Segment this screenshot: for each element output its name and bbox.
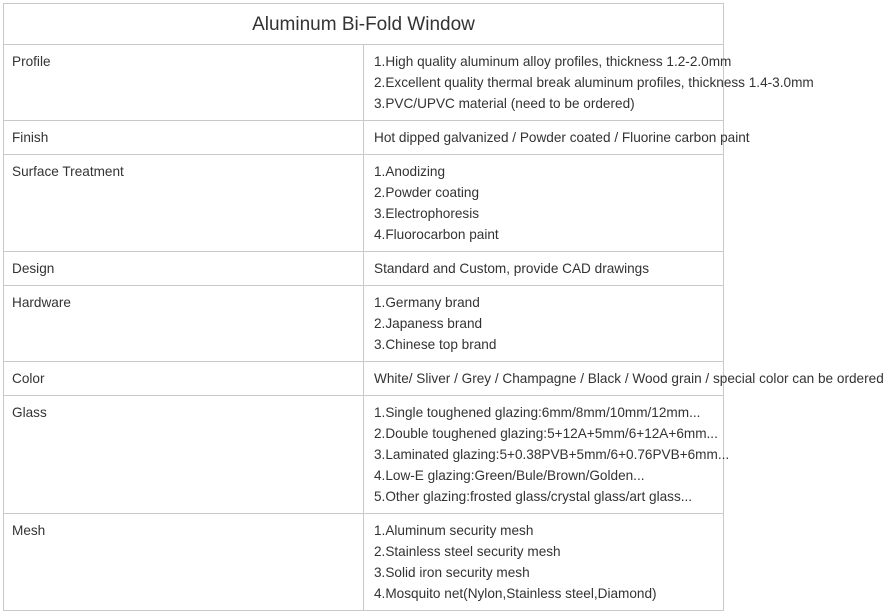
row-value-glass <box>364 396 730 514</box>
row-value-mesh <box>364 514 724 611</box>
value-line: 1.Single toughened glazing:6mm/8mm/10mm/12mm... <box>374 405 701 420</box>
table-row-mesh <box>4 514 724 611</box>
row-value-profile <box>364 45 814 121</box>
row-label-glass: Glass <box>4 396 364 514</box>
value-line: 3.PVC/UPVC material (need to be ordered) <box>374 96 635 111</box>
value-line: 4.Fluorocarbon paint <box>374 227 499 242</box>
title-row <box>4 4 724 45</box>
value-line: 2.Japaness brand <box>374 316 483 331</box>
value-line: 4.Mosquito net(Nylon,Stainless steel,Diamond) <box>374 586 657 601</box>
value-line: 2.Double toughened glazing:5+12A+5mm/6+12A+6mm... <box>374 426 718 441</box>
value-line: 4.Low-E glazing:Green/Bule/Brown/Golden... <box>374 468 645 483</box>
table-row-hardware <box>4 286 724 362</box>
table-row-surface-treatment <box>4 155 724 252</box>
value-line: 2.Powder coating <box>374 185 480 200</box>
row-value-finish <box>364 121 750 155</box>
value-line: 1.Anodizing <box>374 164 446 179</box>
spec-table <box>3 3 884 611</box>
value-line: Standard and Custom, provide CAD drawings <box>374 261 650 276</box>
table-row-design <box>4 252 724 286</box>
table-row-glass <box>4 396 724 514</box>
table-row-profile <box>4 45 724 121</box>
value-line: 3.Laminated glazing:5+0.38PVB+5mm/6+0.76PVB+6mm... <box>374 447 730 462</box>
row-value-hardware <box>364 286 724 362</box>
table-row-color <box>4 362 724 396</box>
row-label-color: Color <box>4 362 364 396</box>
row-label-finish: Finish <box>4 121 364 155</box>
value-line: 1.Germany brand <box>374 295 480 310</box>
row-label-surface-treatment: Surface Treatment <box>4 155 364 252</box>
value-line: 2.Excellent quality thermal break aluminum profiles, thickness 1.4-3.0mm <box>374 75 814 90</box>
value-line: 3.Solid iron security mesh <box>374 565 530 580</box>
value-line: 2.Stainless steel security mesh <box>374 544 561 559</box>
row-label-design: Design <box>4 252 364 286</box>
row-value-design <box>364 252 724 286</box>
value-line: 3.Chinese top brand <box>374 337 497 352</box>
row-value-surface-treatment <box>364 155 724 252</box>
value-line: White/ Sliver / Grey / Champagne / Black / Wood grain / special color can be ordered <box>374 371 884 386</box>
row-value-color <box>364 362 884 396</box>
value-line: 5.Other glazing:frosted glass/crystal glass/art glass... <box>374 489 693 504</box>
value-line: Hot dipped galvanized / Powder coated / Fluorine carbon paint <box>374 130 750 145</box>
row-label-profile: Profile <box>4 45 364 121</box>
value-line: 3.Electrophoresis <box>374 206 480 221</box>
row-label-mesh: Mesh <box>4 514 364 611</box>
value-line: 1.High quality aluminum alloy profiles, thickness 1.2-2.0mm <box>374 54 732 69</box>
value-line: 1.Aluminum security mesh <box>374 523 534 538</box>
table-title: Aluminum Bi-Fold Window <box>4 4 724 45</box>
row-label-hardware: Hardware <box>4 286 364 362</box>
table-row-finish <box>4 121 724 155</box>
